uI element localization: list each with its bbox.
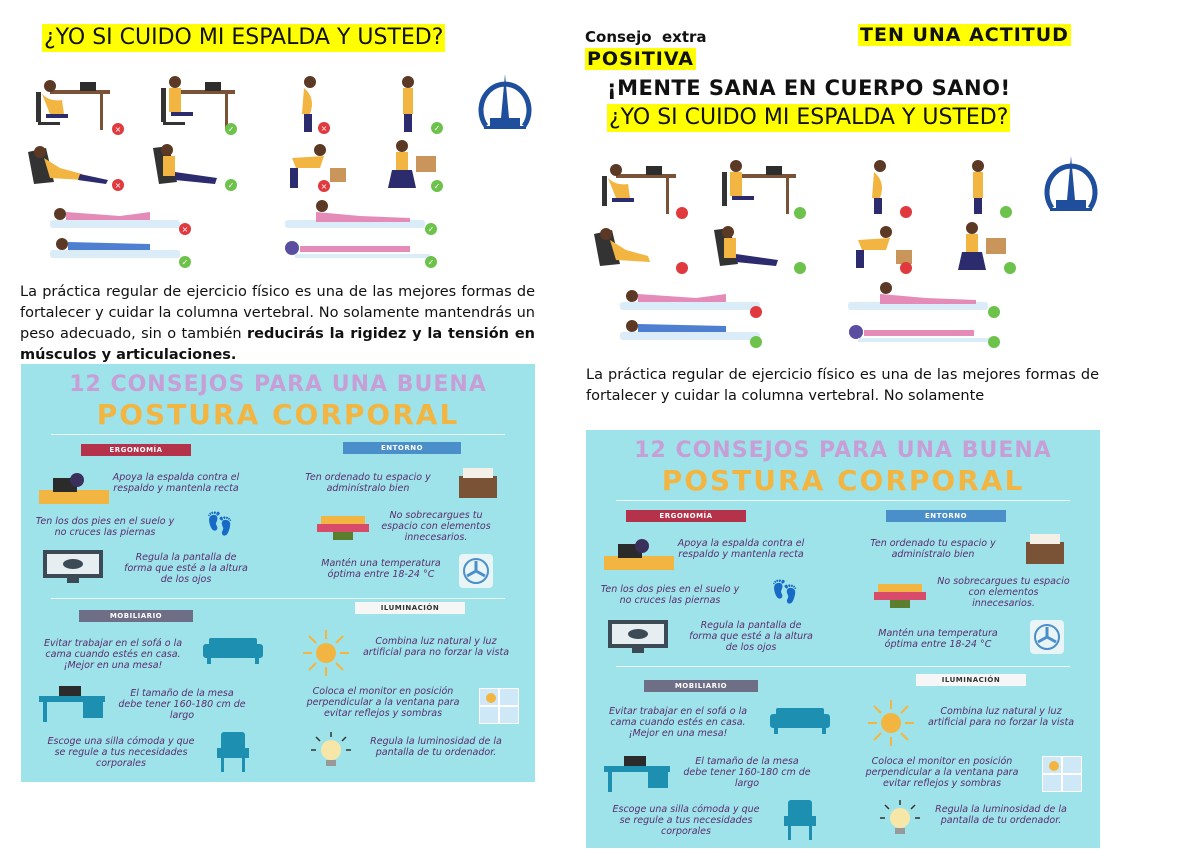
tip-silla-right: Escoge una silla cómoda y que se regule a tus necesidades corporales bbox=[612, 804, 760, 837]
armchair-icon bbox=[217, 732, 249, 772]
svg-text:✓: ✓ bbox=[427, 225, 435, 234]
tip-luminosidad: Regula la luminosidad de la pantalla de tu ordenador. bbox=[370, 736, 502, 758]
tip-mesa: El tamaño de la mesa debe tener 160-180 cm de largo bbox=[118, 688, 246, 721]
right-paragraph: La práctica regular de ejercicio físico es una de las mejores formas de fortalecer y cuidar la columna vertebral. No solamente bbox=[586, 367, 1099, 404]
window-icon bbox=[479, 688, 519, 724]
left-paragraph bbox=[20, 282, 535, 366]
tip-luz: Combina luz natural y luz artificial para no forzar la vista bbox=[362, 636, 510, 658]
actitud-label-b: POSITIVA bbox=[587, 48, 694, 70]
svg-text:✓: ✓ bbox=[227, 125, 235, 134]
standing-good-figure bbox=[402, 76, 414, 132]
svg-text:✓: ✓ bbox=[227, 181, 235, 190]
sofa-icon bbox=[770, 708, 830, 734]
svg-text:✓: ✓ bbox=[181, 258, 189, 267]
books-icon bbox=[317, 506, 369, 540]
left-paragraph-bold: reducirás la rigidez y la tensión en músculos y articulaciones. bbox=[20, 326, 535, 363]
tip-pies-right: Ten los dos pies en el suelo y no cruces las piernas bbox=[600, 584, 740, 606]
section-ergonomia: ERGONOMÍA bbox=[81, 444, 191, 456]
right-infographic bbox=[586, 430, 1100, 848]
reclining-bad-figure bbox=[28, 146, 108, 184]
right-title: ¿YO SI CUIDO MI ESPALDA Y USTED? bbox=[609, 105, 1009, 130]
svg-text:✓: ✓ bbox=[433, 124, 441, 133]
tip-sofa: Evitar trabajar en el sofá o la cama cuando estés en casa. ¡Mejor en una mesa! bbox=[43, 638, 183, 671]
tip-silla: Escoge una silla cómoda y que se regule a tus necesidades corporales bbox=[47, 736, 195, 769]
fan-icon bbox=[459, 554, 493, 588]
fan-icon bbox=[1030, 620, 1064, 654]
section-ergonomia-right: ERGONOMÍA bbox=[626, 510, 746, 522]
tip-monitor-right: Coloca el monitor en posición perpendicular a la ventana para evitar reflejos y sombras bbox=[865, 756, 1019, 789]
infographic-title-line2: POSTURA CORPORAL bbox=[96, 398, 460, 431]
right-posture-illustration bbox=[586, 156, 1026, 352]
tip-temperatura: Mantén una temperatura óptima entre 18-24 °C bbox=[321, 558, 441, 580]
left-posture-illustration bbox=[20, 72, 460, 272]
lying-good-figure bbox=[285, 200, 425, 228]
tip-espalda: Apoya la espalda contra el respaldo y mantenla recta bbox=[112, 472, 240, 494]
standing-bad-figure bbox=[302, 76, 316, 132]
box-icon bbox=[459, 468, 497, 498]
tip-mesa-right: El tamaño de la mesa debe tener 160-180 cm de largo bbox=[683, 756, 811, 789]
logo-emblem-icon bbox=[476, 68, 534, 134]
lifting-good-figure bbox=[388, 140, 436, 188]
svg-text:✓: ✓ bbox=[427, 258, 435, 267]
desk-icon bbox=[604, 756, 670, 792]
tip-sobrecargues: No sobrecargues tu espacio con elementos innecesarios. bbox=[381, 510, 491, 543]
section-entorno: ENTORNO bbox=[343, 442, 461, 454]
window-icon bbox=[1042, 756, 1082, 792]
desk-icon bbox=[39, 686, 105, 722]
section-iluminacion: ILUMINACIÓN bbox=[355, 602, 465, 614]
lying-bad-figure bbox=[50, 208, 180, 228]
monitor-eye-icon bbox=[608, 620, 668, 654]
tip-ordenado-right: Ten ordenado tu espacio y adminístralo bien bbox=[870, 538, 996, 560]
infographic-title-line2-right: POSTURA CORPORAL bbox=[661, 464, 1025, 497]
section-mobiliario-right: MOBILIARIO bbox=[644, 680, 758, 692]
tip-pies: Ten los dos pies en el suelo y no cruces las piernas bbox=[35, 516, 175, 538]
actitud-label-a: TEN UNA ACTITUD bbox=[860, 24, 1069, 46]
left-paragraph-plain: La práctica regular de ejercicio físico es una de las mejores formas de fortalecer y cuidar la columna vertebral. No solamente mantendrás un peso adecuado, sin o también bbox=[20, 284, 535, 342]
lifting-bad-figure bbox=[290, 144, 346, 188]
tip-monitor: Coloca el monitor en posición perpendicular a la ventana para evitar reflejos y sombras bbox=[306, 686, 460, 719]
tip-luz-right: Combina luz natural y luz artificial para no forzar la vista bbox=[927, 706, 1075, 728]
bulb-icon bbox=[311, 732, 351, 772]
mente-sana-heading: ¡MENTE SANA EN CUERPO SANO! bbox=[607, 76, 1011, 100]
desk-worker-icon bbox=[39, 470, 109, 506]
svg-text:×: × bbox=[181, 225, 189, 234]
box-icon bbox=[1026, 534, 1064, 564]
sun-icon bbox=[303, 630, 349, 676]
tip-sofa-right: Evitar trabajar en el sofá o la cama cuando estés en casa. ¡Mejor en una mesa! bbox=[608, 706, 748, 739]
consejo-label: Consejo extra bbox=[585, 28, 707, 46]
tip-temperatura-right: Mantén una temperatura óptima entre 18-24 °C bbox=[878, 628, 998, 650]
tip-pantalla-right: Regula la pantalla de forma que esté a la altura de los ojos bbox=[689, 620, 813, 653]
tip-espalda-right: Apoya la espalda contra el respaldo y mantenla recta bbox=[677, 538, 805, 560]
reclining-good-figure bbox=[153, 144, 217, 184]
left-title: ¿YO SI CUIDO MI ESPALDA Y USTED? bbox=[44, 25, 444, 50]
bulb-icon bbox=[880, 800, 920, 840]
section-iluminacion-right: ILUMINACIÓN bbox=[916, 674, 1026, 686]
sitting-desk-bad-figure bbox=[36, 80, 110, 130]
svg-text:×: × bbox=[114, 181, 122, 190]
svg-text:×: × bbox=[320, 124, 328, 133]
svg-text:×: × bbox=[114, 125, 122, 134]
monitor-eye-icon bbox=[43, 550, 103, 584]
tip-luminosidad-right: Regula la luminosidad de la pantalla de tu ordenador. bbox=[935, 804, 1067, 826]
footprint-icon: 👣 bbox=[771, 580, 799, 605]
exercise-ball-figure bbox=[285, 241, 430, 258]
books-icon bbox=[874, 574, 926, 608]
infographic-title-line1-right: 12 CONSEJOS PARA UNA BUENA bbox=[634, 438, 1052, 463]
svg-text:✓: ✓ bbox=[433, 182, 441, 191]
armchair-icon bbox=[784, 800, 816, 840]
infographic-title-line1: 12 CONSEJOS PARA UNA BUENA bbox=[69, 372, 487, 397]
svg-text:×: × bbox=[320, 182, 328, 191]
sun-icon bbox=[868, 700, 914, 746]
desk-worker-icon bbox=[604, 536, 674, 572]
section-entorno-right: ENTORNO bbox=[886, 510, 1006, 522]
lying-side-bad-figure bbox=[50, 238, 180, 258]
footprint-icon: 👣 bbox=[206, 512, 234, 537]
tip-pantalla: Regula la pantalla de forma que esté a la altura de los ojos bbox=[124, 552, 248, 585]
tip-sobrecargues-right: No sobrecargues tu espacio con elementos innecesarios. bbox=[937, 576, 1070, 609]
sofa-icon bbox=[203, 638, 263, 664]
section-mobiliario: MOBILIARIO bbox=[79, 610, 193, 622]
logo-emblem-icon-right bbox=[1042, 150, 1100, 216]
sitting-desk-good-figure bbox=[161, 76, 235, 130]
left-infographic bbox=[21, 364, 535, 782]
tip-ordenado: Ten ordenado tu espacio y adminístralo bien bbox=[305, 472, 431, 494]
